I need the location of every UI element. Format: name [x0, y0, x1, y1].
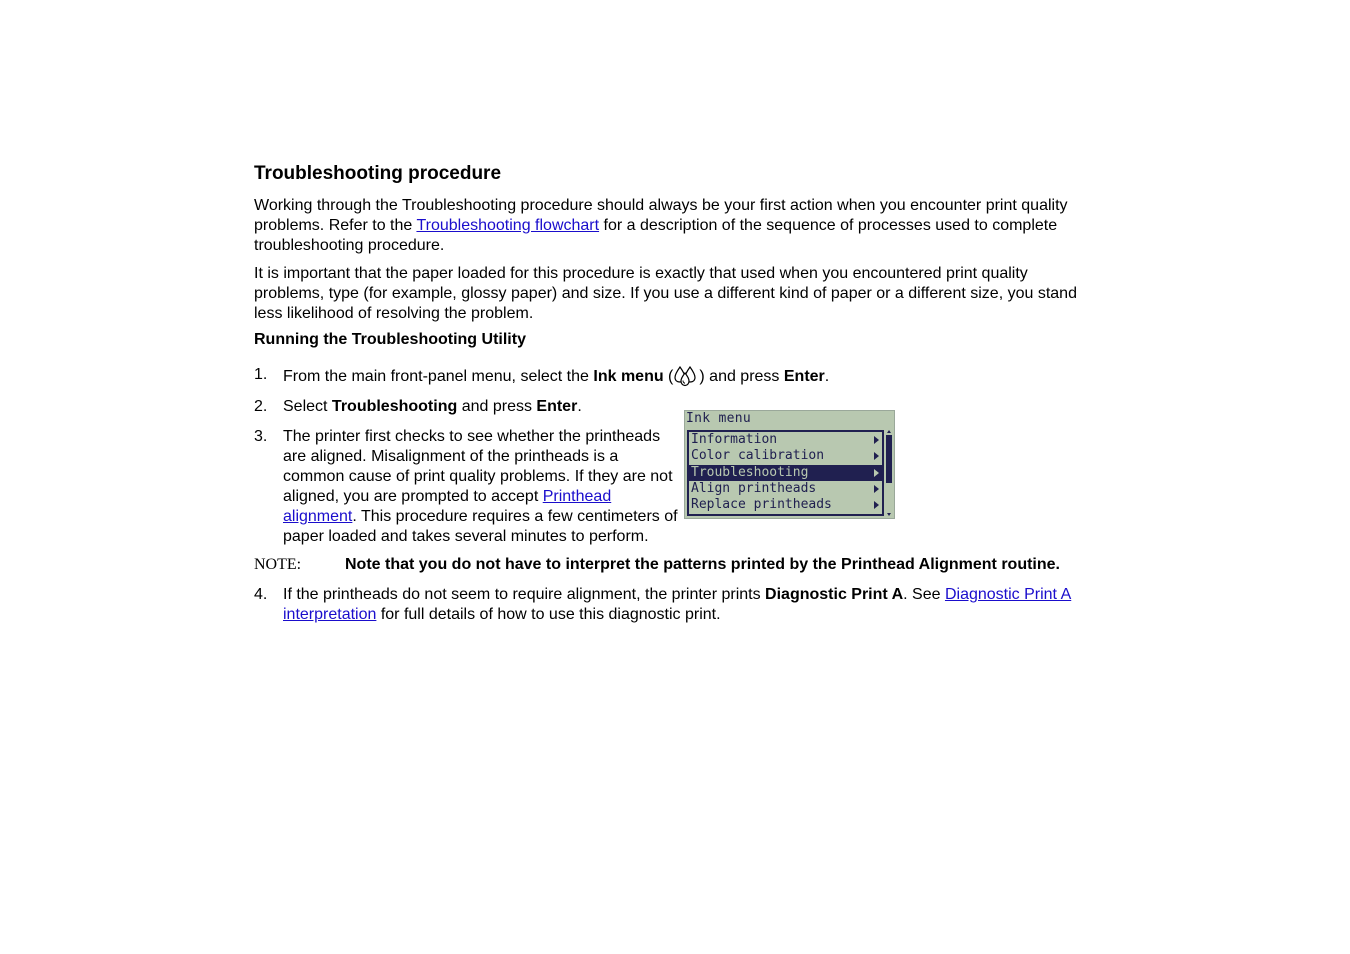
step-text: The printer first checks to see whether the printheads are aligned. Misalignment of the printheads is a common cause of print quality problems. If they are not aligned, you are prompted to accept Printhead alignment. This procedure requires a few centimeters of paper loaded and takes several minutes to perform. [283, 427, 923, 547]
printhead-alignment-link[interactable]: Printhead alignment [283, 488, 612, 525]
lcd-menu-list [687, 430, 884, 516]
diagnostic-print-a-interpretation-link[interactable]: Diagnostic Print A interpretation [283, 586, 1072, 623]
step-number: 2. [254, 398, 268, 415]
lcd-menu-item-align-printheads[interactable]: Align printheads [689, 481, 882, 497]
step-text: Select Troubleshooting and press Enter. [283, 398, 582, 415]
lcd-menu-item-troubleshooting[interactable]: Troubleshooting [689, 465, 882, 481]
note-label: NOTE: [254, 556, 302, 573]
arrow-right-icon [874, 485, 879, 493]
lcd-menu-item-information[interactable]: Information [689, 432, 882, 448]
step-number: 4. [254, 586, 268, 603]
scroll-up-icon [887, 430, 891, 433]
section-subheading: Running the Troubleshooting Utility [254, 331, 526, 348]
step-text: From the main front-panel menu, select the Ink menu ( ) and press Enter. [283, 365, 829, 387]
step-number: 1. [254, 366, 268, 383]
page-title: Troubleshooting procedure [254, 163, 502, 184]
arrow-right-icon [874, 436, 879, 444]
front-panel-display [684, 410, 895, 519]
lcd-menu-title: Ink menu [686, 411, 752, 426]
ink-drops-icon [673, 365, 699, 387]
scroll-thumb[interactable] [886, 435, 892, 483]
lcd-scrollbar[interactable] [886, 430, 892, 516]
paper-paragraph: It is important that the paper loaded for this procedure is exactly that used when you encountered print quality problems, type (for example, glossy paper) and size. If you use a different kind of paper or a different size, you stand less likelihood of resolving the problem. [254, 265, 1077, 322]
arrow-right-icon [874, 452, 879, 460]
arrow-right-icon [874, 469, 879, 477]
document-page [254, 162, 1104, 623]
arrow-right-icon [874, 501, 879, 509]
intro-paragraph: Working through the Troubleshooting procedure should always be your first action when you encounter print quality problems. Refer to the Troubleshooting flowchart for a description of the sequence of processes used to complete troubleshooting procedure. [254, 197, 1068, 254]
step-text: If the printheads do not seem to require alignment, the printer prints Diagnostic Print A. See Diagnostic Print A interpretation for full details of how to use this diagnostic print. [283, 586, 1072, 623]
troubleshooting-flowchart-link[interactable]: Troubleshooting flowchart [416, 217, 600, 234]
scroll-down-icon [887, 513, 891, 516]
step-number: 3. [254, 428, 268, 445]
lcd-menu-item-replace-printheads[interactable]: Replace printheads [689, 497, 882, 513]
lcd-menu-item-color-calibration[interactable]: Color calibration [689, 448, 882, 464]
note-text: Note that you do not have to interpret the patterns printed by the Printhead Alignment routine. [345, 556, 1060, 573]
